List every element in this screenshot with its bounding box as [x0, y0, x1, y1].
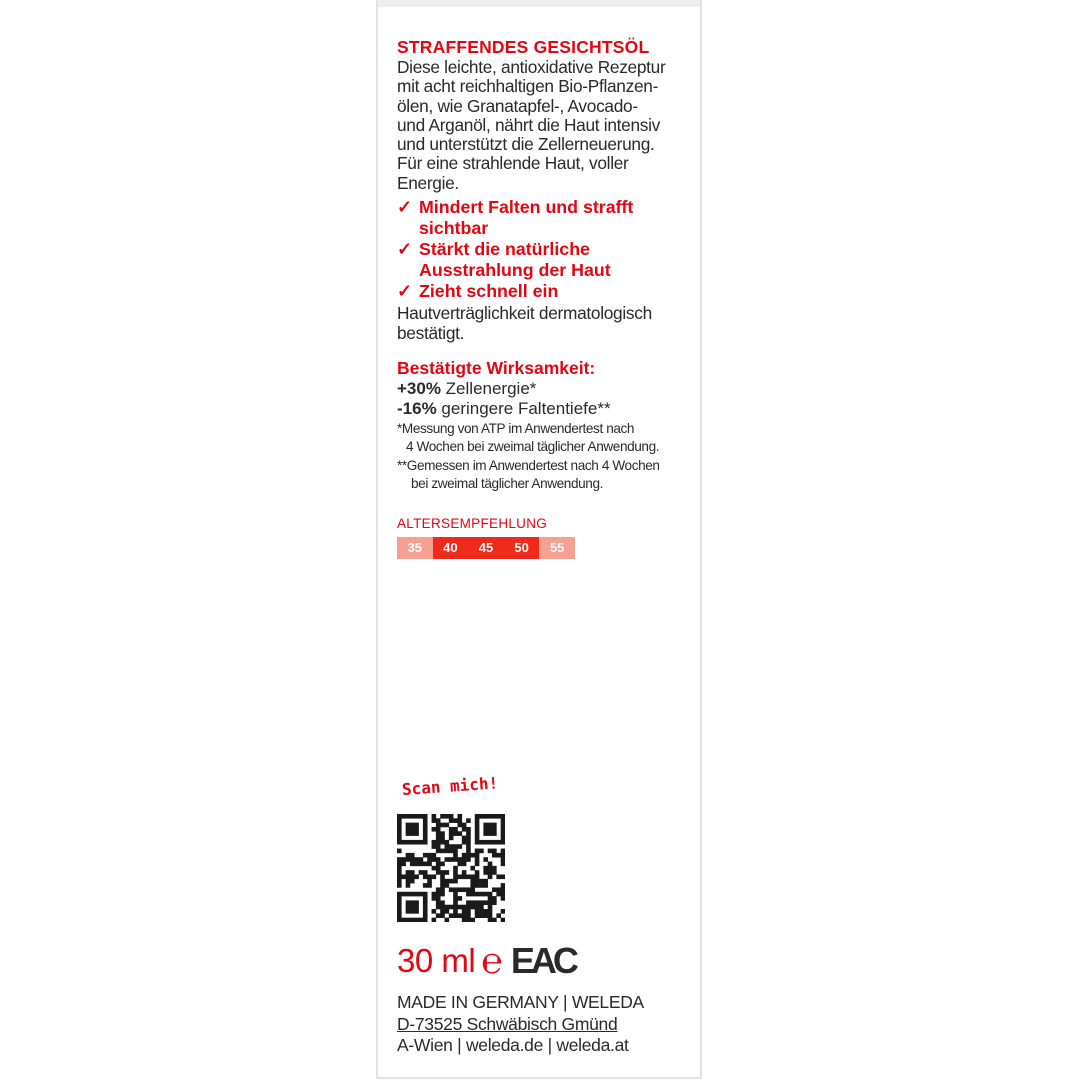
description-line: Für eine strahlende Haut, voller — [397, 153, 629, 174]
dermatology-note: Hautverträglichkeit dermatologisch bestätigt. — [397, 302, 652, 343]
description-line: mit acht reichhaltigen Bio-Pflanzen- — [397, 76, 659, 97]
description-line: und unterstützt die Zellerneuerung. — [397, 134, 655, 155]
top-edge — [378, 0, 700, 7]
address-line: A-Wien | weleda.de | weleda.at — [397, 1035, 629, 1055]
qr-section — [397, 773, 505, 922]
volume-row — [397, 940, 575, 982]
age-cell: 50 — [504, 537, 540, 559]
age-cell: 40 — [433, 537, 469, 559]
footnote: **Gemessen im Anwendertest nach 4 Wochen bei zweimal täglicher Anwendung. — [397, 457, 660, 492]
efficacy-line: +30% Zellenergie* — [397, 378, 537, 398]
check-icon: ✓ — [397, 239, 412, 260]
benefit-item: ✓ Zieht schnell ein — [397, 281, 559, 302]
manufacturer-address — [397, 992, 644, 1057]
age-cell: 45 — [468, 537, 504, 559]
age-cell: 55 — [539, 537, 575, 559]
eac-mark-icon: EAC — [510, 940, 575, 981]
text-content — [397, 37, 697, 559]
efficacy-line: -16% geringere Faltentiefe** — [397, 399, 611, 419]
estimated-sign-icon: ℮ — [481, 941, 503, 982]
age-scale — [397, 537, 575, 559]
description-line: Energie. — [397, 172, 459, 193]
qr-code-icon[interactable] — [397, 814, 505, 922]
benefits-list — [397, 197, 697, 302]
address-line: MADE IN GERMANY | WELEDA — [397, 992, 644, 1012]
product-description — [397, 58, 697, 193]
footnote: *Messung von ATP im Anwendertest nach 4 Wochen bei zweimal täglicher Anwendung. — [397, 420, 660, 455]
efficacy-heading: Bestätigte Wirksamkeit: — [397, 357, 596, 378]
product-side-panel — [376, 0, 702, 1079]
address-line: D-73525 Schwäbisch Gmünd — [397, 1013, 618, 1034]
benefit-item: ✓ Stärkt die natürliche Ausstrahlung der Haut — [397, 239, 611, 280]
description-line: Diese leichte, antioxidative Rezeptur — [397, 57, 666, 77]
description-line: ölen, wie Granatapfel-, Avocado- — [397, 95, 638, 116]
check-icon: ✓ — [397, 281, 412, 302]
volume-label: 30 ml — [397, 942, 476, 979]
age-cell: 35 — [397, 537, 433, 559]
scan-label: Scan mich! — [401, 773, 499, 799]
check-icon: ✓ — [397, 197, 412, 218]
age-recommendation-heading: ALTERSEMPFEHLUNG — [397, 515, 548, 531]
product-title: STRAFFENDES GESICHTSÖL — [397, 37, 650, 57]
description-line: und Arganöl, nährt die Haut intensiv — [397, 114, 660, 135]
benefit-item: ✓ Mindert Falten und strafft sichtbar — [397, 197, 634, 238]
